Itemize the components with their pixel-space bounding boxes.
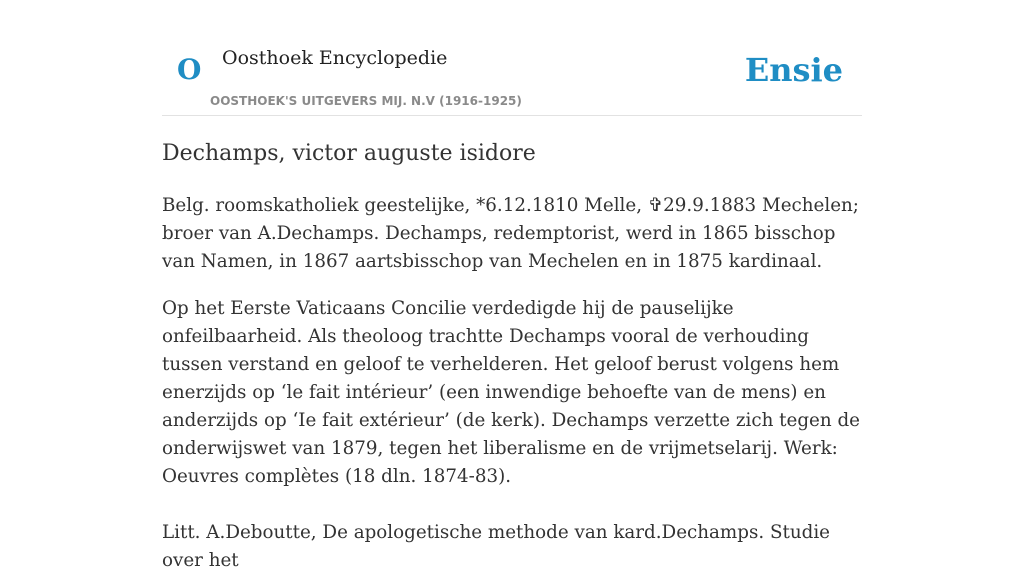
entry-body (162, 192, 862, 575)
site-subtitle: OOSTHOEK'S UITGEVERS MIJ. N.V (1916-1925) (210, 94, 522, 108)
logo-letter[interactable]: O (177, 53, 202, 86)
site-title[interactable]: Oosthoek Encyclopedie (222, 47, 448, 69)
ensie-brand-link[interactable]: Ensie (744, 51, 843, 89)
literature-paragraph: Litt. A.Deboutte, De apologetische methode van kard.Dechamps. Studie over het (162, 522, 830, 571)
site-header (162, 0, 862, 116)
entry-title: Dechamps, victor auguste isidore (162, 141, 536, 166)
entry-paragraph: Belg. roomskatholiek geestelijke, *6.12.1810 Melle, ✞29.9.1883 Mechelen; broer van A.Dechamps. Dechamps, redemptorist, werd in 1865 bisschop van Namen, in 1867 aartsbisschop van Mechelen en in 1875 kardinaal. (162, 195, 859, 272)
entry-paragraph: Op het Eerste Vaticaans Concilie verdedigde hij de pauselijke onfeilbaarheid. Als theoloog trachtte Dechamps vooral de verhouding tussen verstand en geloof te verhelderen. Het geloof berust volgens hem enerzijds op ‘le fait intérieur’ (een inwendige behoefte van de mens) en anderzijds op ‘Ie fait extérieur’ (de kerk). Dechamps verzette zich tegen de onderwijswet van 1879, tegen het liberalisme en de vrijmetselarij. Werk: Oeuvres complètes (18 dln. 1874-83). (162, 298, 860, 487)
